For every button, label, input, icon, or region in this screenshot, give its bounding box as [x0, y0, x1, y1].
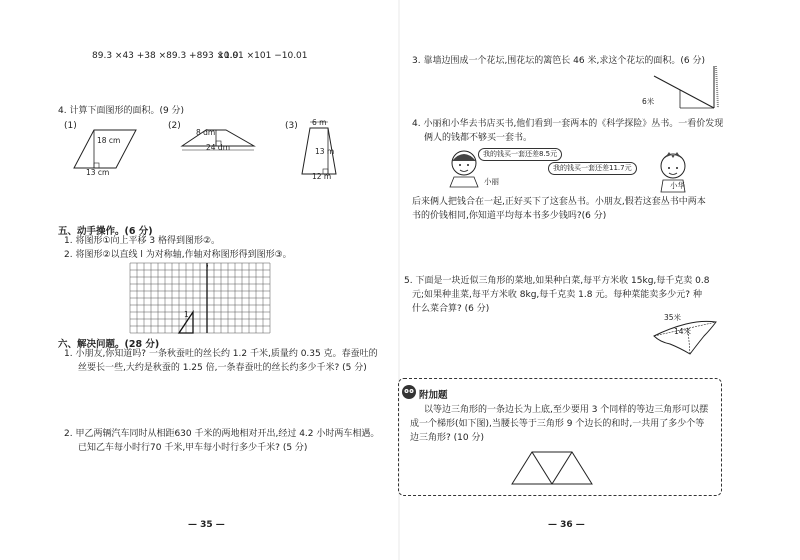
shape3-height-label: 13 m — [315, 147, 335, 156]
shape1-base-label: 13 cm — [86, 168, 110, 177]
sec5-item-1: 1. 将图形①向上平移 3 格得到图形②。 — [64, 236, 221, 246]
bonus-owl-icon — [401, 384, 417, 400]
shape3-top-label: 6 m — [312, 118, 327, 127]
q5-line-2: 元;如果种韭菜,每平方米收 8kg,每千克卖 1.8 元。每种菜能卖多少元? 种 — [412, 290, 702, 300]
square-grid — [130, 263, 270, 333]
q1-line-1: 1. 小朋友,你知道吗? 一条秋蚕吐的丝长约 1.2 千米,质量约 0.35 克。春蚕吐的 — [64, 349, 378, 359]
shape2-top-label: 8 dm — [196, 128, 216, 137]
name-xiaoli: 小丽 — [484, 177, 499, 186]
bonus-line-2: 成一个梯形(如下图),当腰长等于三角形 9 个边长的和时,一共用了多少个等 — [410, 419, 705, 429]
q2-line-2: 已知乙车每小时行70 千米,甲车每小时行多少千米? (5 分) — [78, 443, 308, 453]
triangle-field-figure — [650, 314, 722, 360]
sec6-title: 六、解决问题。(28 分) — [58, 339, 160, 350]
bonus-title: 附加题 — [419, 390, 448, 401]
q3-figure-label: 6米 — [642, 97, 655, 106]
shape2-base-label: 24 dm — [206, 143, 230, 152]
q1-line-2: 丝要长一些,大约是秋蚕的 1.25 倍,一条春蚕吐的丝长约多少千米? (5 分) — [78, 363, 367, 373]
q4-line-1: 4. 小丽和小华去书店买书,他们看到一套两本的《科学探险》丛书。一看价发现 — [412, 119, 724, 129]
q4-after-1: 后来俩人把钱合在一起,正好买下了这套丛书。小朋友,假若这套丛书中两本 — [412, 197, 706, 207]
field-height-label: 14米 — [674, 327, 692, 336]
shape3-number: (3) — [285, 121, 298, 131]
shape1-grid-label: 1 — [184, 310, 189, 319]
bonus-line-3: 边三角形? (10 分) — [410, 433, 484, 443]
name-xiaohua: 小华 — [670, 181, 685, 190]
girl-xiaoli-illustration — [446, 147, 482, 187]
q5-line-1: 5. 下面是一块近似三角形的菜地,如果种白菜,每平方米收 15kg,每千克卖 0.8 — [404, 276, 710, 286]
calc-expression-1: 89.3 ×43 +38 ×89.3 +893 ×1.9 — [92, 51, 239, 61]
page-number-left: — 35 — — [188, 520, 225, 530]
trapezoid-of-triangles-figure — [508, 448, 604, 488]
q3-text: 3. 靠墙边围成一个花坛,围花坛的篱笆长 46 米,求这个花坛的面积。(6 分) — [412, 56, 705, 66]
axis-line-label: l — [206, 264, 209, 273]
q4-title: 4. 计算下面图形的面积。(9 分) — [58, 106, 185, 116]
speech-bubble-xiaohua: 我的钱买一套还差11.7元 — [548, 162, 637, 175]
shape3-base-label: 12 m — [312, 172, 332, 181]
q4-after-2: 书的价钱相同,你知道平均每本书多少钱吗?(6 分) — [412, 211, 607, 221]
bonus-line-1: 以等边三角形的一条边长为上底,至少要用 3 个同样的等边三角形可以摆 — [424, 405, 709, 415]
shape2-number: (2) — [168, 121, 181, 131]
sec5-item-2: 2. 将图形②以直线 l 为对称轴,作轴对称图形得到图形③。 — [64, 250, 292, 260]
speech-bubble-xiaoli: 我的钱买一套还差8.5元 — [478, 148, 562, 161]
q4-line-2: 俩人的钱都不够买一套书。 — [424, 133, 533, 143]
page-number-right: — 36 — — [548, 520, 585, 530]
shape1-number: (1) — [64, 121, 77, 131]
calc-expression-2: 10.01 ×101 −10.01 — [218, 51, 308, 61]
shape1-height-label: 18 cm — [97, 136, 121, 145]
wall-triangle-figure — [650, 62, 720, 112]
sec5-title: 五、动手操作。(6 分) — [58, 226, 153, 237]
field-base-label: 35米 — [664, 313, 682, 322]
q2-line-1: 2. 甲乙两辆汽车同时从相距630 千米的两地相对开出,经过 4.2 小时两车相遇。 — [64, 429, 380, 439]
q5-line-3: 什么菜合算? (6 分) — [412, 304, 490, 314]
